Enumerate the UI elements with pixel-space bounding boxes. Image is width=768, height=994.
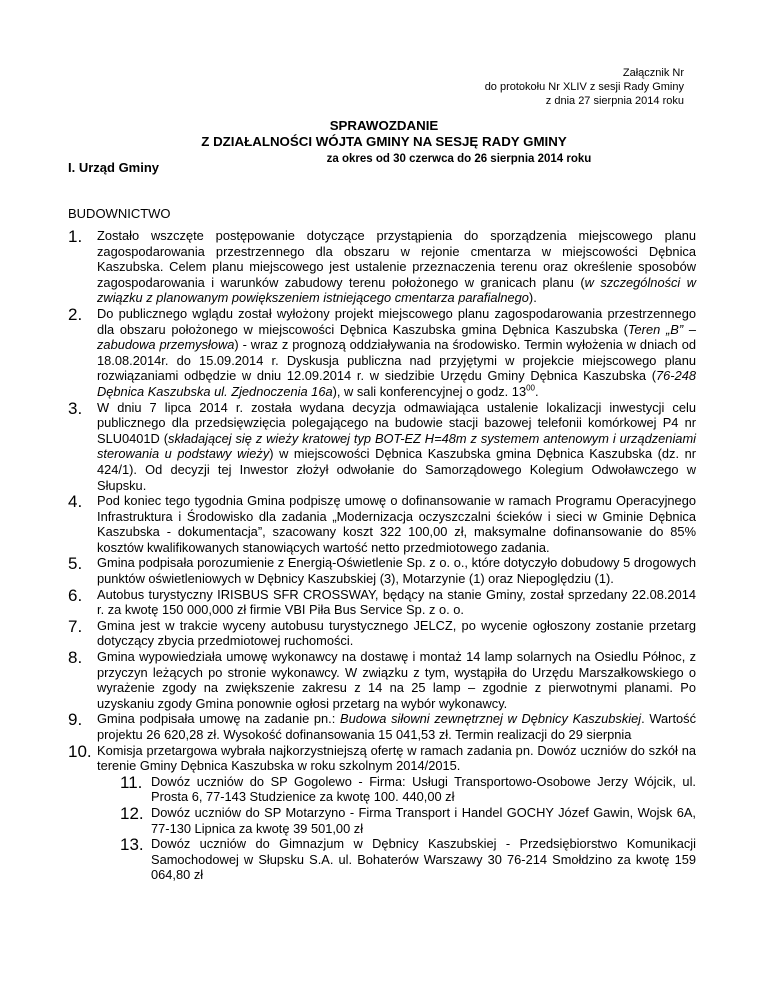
annex-note [485,66,684,108]
item-number: 13. [120,835,144,855]
item-number: 2. [68,304,83,324]
item-text: Autobus turystyczny IRISBUS SFR CROSSWAY, będący na stanie Gminy, został sprzedany 22.08.2014 r. za kwotę 150 000,000 zł firmie VBI Piła Bus Service Sp. z o. o. [97,586,696,618]
item-text: Dowóz uczniów do SP Gogolewo - Firma: Usługi Transportowo-Osobowe Jerzy Wójcik, ul. Prosta 6, 77-143 Studzienice za kwotę 100. 440,00 zł [151,773,696,805]
annex-line-1: Załącznik Nr [622,67,684,79]
sub-list-item [120,774,696,805]
item-text: Dowóz uczniów do Gimnazjum w Dębnicy Kaszubskiej - Przedsiębiorstwo Komunikacji Samochodowej w Słupsku S.A. ul. Bohaterów Warszawy 30 76-214 Smołdzino za kwotę 159 064,80 zł [151,836,696,883]
item-number: 3. [68,398,83,418]
report-period: za okres od 30 czerwca do 26 sierpnia 2014 roku [326,153,592,165]
annex-line-2: do protokołu Nr XLIV z sesji Rady Gminy [484,81,684,93]
report-list [68,228,696,883]
section-heading: I. Urząd Gminy [68,160,160,175]
list-item [68,400,696,494]
item-number: 10. [68,741,92,761]
item-number: 6. [68,585,83,605]
category-heading: BUDOWNICTWO [68,206,171,221]
item-text: Dowóz uczniów do SP Motarzyno - Firma Transport i Handel GOCHY Józef Gawin, Wojsk 6A, 77-130 Lipnica za kwotę 39 501,00 zł [151,804,696,836]
item-number: 5. [68,554,83,574]
document-title: SPRAWOZDANIE [329,118,439,133]
item-text: Komisja przetargowa wybrała najkorzystniejszą ofertę w ramach zadania pn. Dowóz uczniów do szkół na terenie Gminy Dębnica Kaszubska w roku szkolnym 2014/2015. [97,742,696,774]
item-number: 9. [68,710,83,730]
list-item [68,649,696,711]
item-text: Gmina jest w trakcie wyceny autobusu turystycznego JELCZ, po wycenie ogłoszony zostanie przetarg dotyczący zbycia przedmiotowej ruchomości. [97,617,696,649]
item-text: Gmina wypowiedziała umowę wykonawcy na dostawę i montaż 14 lamp solarnych na Osiedlu Północ, z przyczyn leżących po stronie wykonawcy. W związku z tym, wystąpiła do Urzędu Marszałkowskiego o wyrażenie zgody na zwiększenie zakresu z 14 na 25 lamp – zgodnie z pierwotnymi planami. Po uzyskaniu zgody Gmina ponownie ogłosi przetarg na wybór wykonawcy. [97,649,696,711]
list-item [68,493,696,555]
list-item [68,711,696,742]
list-item [68,618,696,649]
list-item [68,555,696,586]
item-text: Do publicznego wglądu został wyłożony projekt miejscowego planu zagospodarowania przestrzennego dla obszaru położonego w miejscowości Dębnica Kaszubska gmina Dębnica Kaszubska (Teren „B” – zabudowa przemysłowa) - wraz z prognozą oddziaływania na środowisko. Termin wyłożenia w dniach od 18.08.2014r. do 15.09.2014 r. Dyskusja publiczna nad przyjętymi w projekcie miejscowego planu rozwiązaniami odbędzie w dniu 12.09.2014 r. w siedzibie Urzędu Gminy Dębnica Kaszubska (76-248 Dębnica Kaszubska ul. Zjednoczenia 16a), w sali konferencyjnej o godz. $13^{00}$. [97,305,696,399]
item-text: W dniu 7 lipca 2014 r. została wydana decyzja odmawiająca ustalenie lokalizacji inwestycji celu publicznego dla przedsięwzięcia polegającego na budowie stacji bazowej telefonii komórkowej P4 nr SLU0401D (składającej się z wieży kratowej typ BOT-EZ H=48m z systemem antenowym i urządzeniami sterowania u podstawy wieży) w miejscowości Dębnica Kaszubska gmina Dębnica Kaszubska (dz. nr 424/1). Od decyzji tej Inwestor złożył odwołanie do Samorządowego Kolegium Odwoławczego w Słupsku. [97,399,696,493]
list-item [68,587,696,618]
annex-line-3: z dnia 27 sierpnia 2014 roku [545,95,684,107]
item-text: Zostało wszczęte postępowanie dotyczące przystąpienia do sporządzenia miejscowego planu zagospodarowania przestrzennego dla obszaru w rejonie cmentarza w miejscowości Dębnica Kaszubska. Celem planu miejscowego jest ustalenie przeznaczenia terenu oraz określenie sposobów zagospodarowania i warunków zabudowy terenu położonego w granicach planu (w szczególności w związku z planowanym powiększeniem istniejącego cmentarza parafialnego). [97,228,696,306]
item-number: 12. [120,803,144,823]
sub-list-item [120,805,696,836]
item-number: 1. [68,227,83,246]
list-item [68,228,696,306]
item-text: Gmina podpisała porozumienie z Energią-Oświetlenie Sp. z o. o., które dotyczyło dobudowy 5 drogowych punktów oświetleniowych w Dębnicy Kaszubskiej (3), Motarzynie (1) oraz Niepoględziu (1). [97,555,696,587]
item-text: Pod koniec tego tygodnia Gmina podpiszę umowę o dofinansowanie w ramach Programu Operacyjnego Infrastruktura i Środowisko dla zadania „Modernizacja oczyszczalni ścieków i sieci w Gminie Dębnica Kaszubska - dokumentacja”, szacowany koszt 322 100,00 zł, maksymalne dofinansowanie do 85% kosztów kwalifikowanych stanowiących wartość netto przedmiotowego zadania. [97,493,696,555]
list-item [68,306,696,400]
sub-list-item [120,836,696,883]
item-number: 11. [120,772,143,792]
item-number: 8. [68,648,83,668]
item-text: Gmina podpisała umowę na zadanie pn.: Budowa siłowni zewnętrznej w Dębnicy Kaszubskiej. Wartość projektu 26 620,28 zł. Wysokość dofinansowania 15 041,53 zł. Termin realizacji do 29 sierpnia [97,711,696,742]
document-title-2: Z DZIAŁALNOŚCI WÓJTA GMINY NA SESJĘ RADY GMINY [201,134,567,149]
item-number: 4. [68,492,83,512]
item-number: 7. [68,616,83,636]
list-item [68,743,696,774]
